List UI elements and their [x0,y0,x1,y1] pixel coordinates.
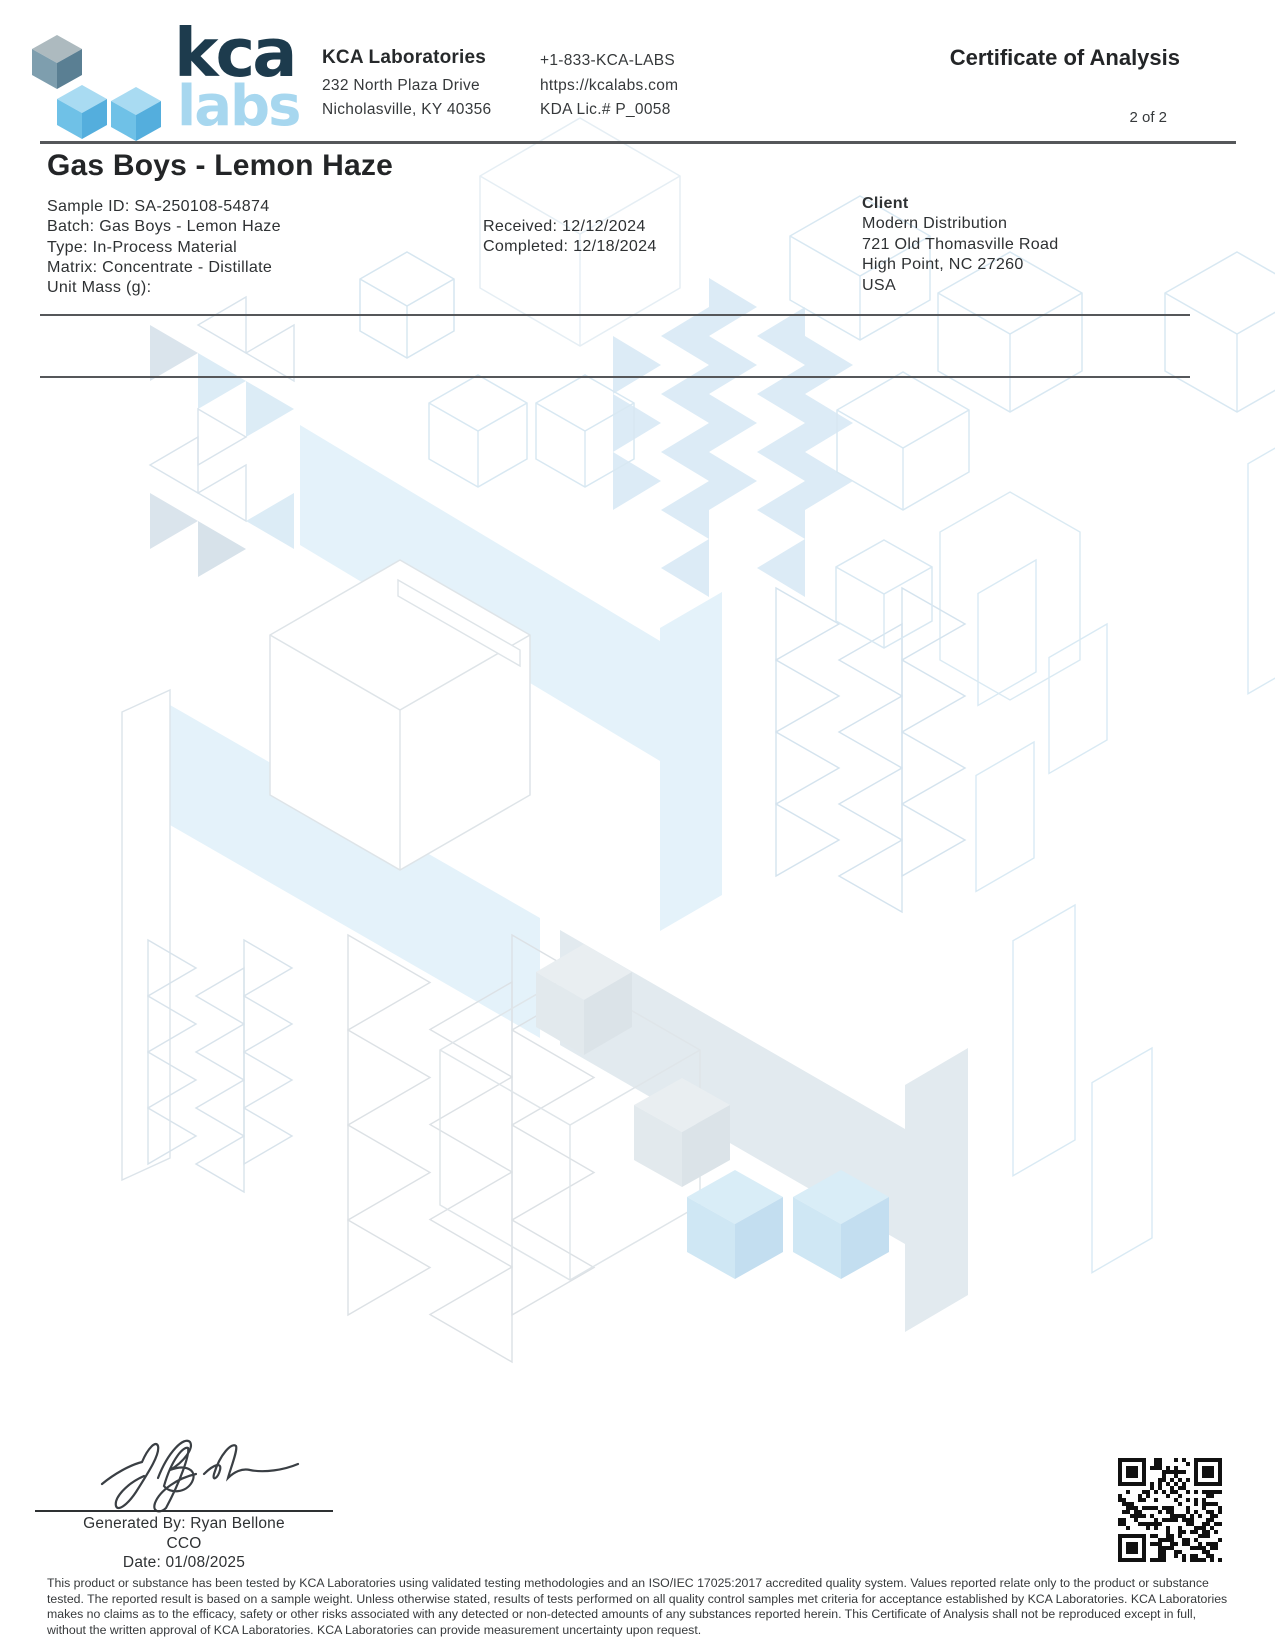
generated-date: Date: 01/08/2025 [122,1554,246,1571]
generated-by-title: CCO [166,1535,202,1552]
lab-address-line2: Nicholasville, KY 40356 [322,101,492,118]
type-value: In-Process Material [92,237,237,256]
batch-value: Gas Boys - Lemon Haze [99,217,281,236]
matrix-value: Concentrate - Distillate [102,257,273,276]
signature-line [35,1510,333,1512]
header-divider [40,141,1236,144]
qr-code [1118,1458,1222,1562]
completed-label: Completed: [483,237,569,256]
client-address-line1: 721 Old Thomasville Road [862,234,1059,253]
batch-label: Batch: [47,217,95,236]
type-row [47,237,281,257]
received-value: 12/12/2024 [562,217,646,235]
lab-name: KCA Laboratories [322,47,487,68]
handwritten-signature-icon [92,1418,307,1514]
lab-license: KDA Lic.# P_0058 [540,101,671,118]
kca-cubes-logo-icon [28,28,168,146]
sample-id-label: Sample ID: [47,197,130,215]
logo-wordmark-labs: labs [177,74,300,139]
unit-mass-label: Unit Mass (g): [47,278,152,297]
client-address-line2: High Point, NC 27260 [862,255,1024,274]
generated-by: Generated By: Ryan Bellone [83,1515,285,1532]
sample-info-block [47,196,281,297]
client-country: USA [862,275,896,294]
matrix-row [47,257,281,277]
matrix-label: Matrix: [47,257,98,276]
client-heading: Client [862,194,909,212]
section-rule-bottom [40,376,1190,378]
lab-website: https://kcalabs.com [540,77,679,94]
sample-id-row [47,196,281,216]
received-label: Received: [483,217,558,235]
logo-wordmark-kca: kca [174,14,295,92]
legal-disclaimer: This product or substance has been tested by KCA Laboratories using validated testing methodologies and an ISO/IEC 17025:2017 accredited quality system. Values reported relate only to the product or substance tested. The reported result is based on a sample weight. Unless otherwise stated, results of tests performed on all quality control samples met criteria for acceptance established by KCA Laboratories. KCA Laboratories makes no claims as to the efficacy, safety or other risks associated with any detected or non-detected amounts of any substances reported herein. This Certificate of Analysis shall not be reproduced except in full, without the written approval of KCA Laboratories. KCA Laboratories can provide measurement uncertainty upon request. [47,1576,1228,1638]
document-title: Certificate of Analysis [949,45,1180,70]
sample-id-value: SA-250108-54874 [134,197,270,215]
completed-row [483,236,657,256]
type-label: Type: [47,237,88,256]
sample-title: Gas Boys - Lemon Haze [47,149,393,182]
dates-block [483,216,657,257]
section-rule-top [40,314,1190,316]
lab-phone: +1-833-KCA-LABS [540,52,676,69]
batch-row [47,216,281,236]
client-block [862,193,1059,295]
completed-value: 12/18/2024 [573,237,657,256]
lab-address-line1: 232 North Plaza Drive [322,77,480,94]
received-row [483,216,657,236]
client-name: Modern Distribution [862,214,1008,233]
unit-mass-row [47,277,281,297]
page-indicator: 2 of 2 [1129,109,1167,126]
